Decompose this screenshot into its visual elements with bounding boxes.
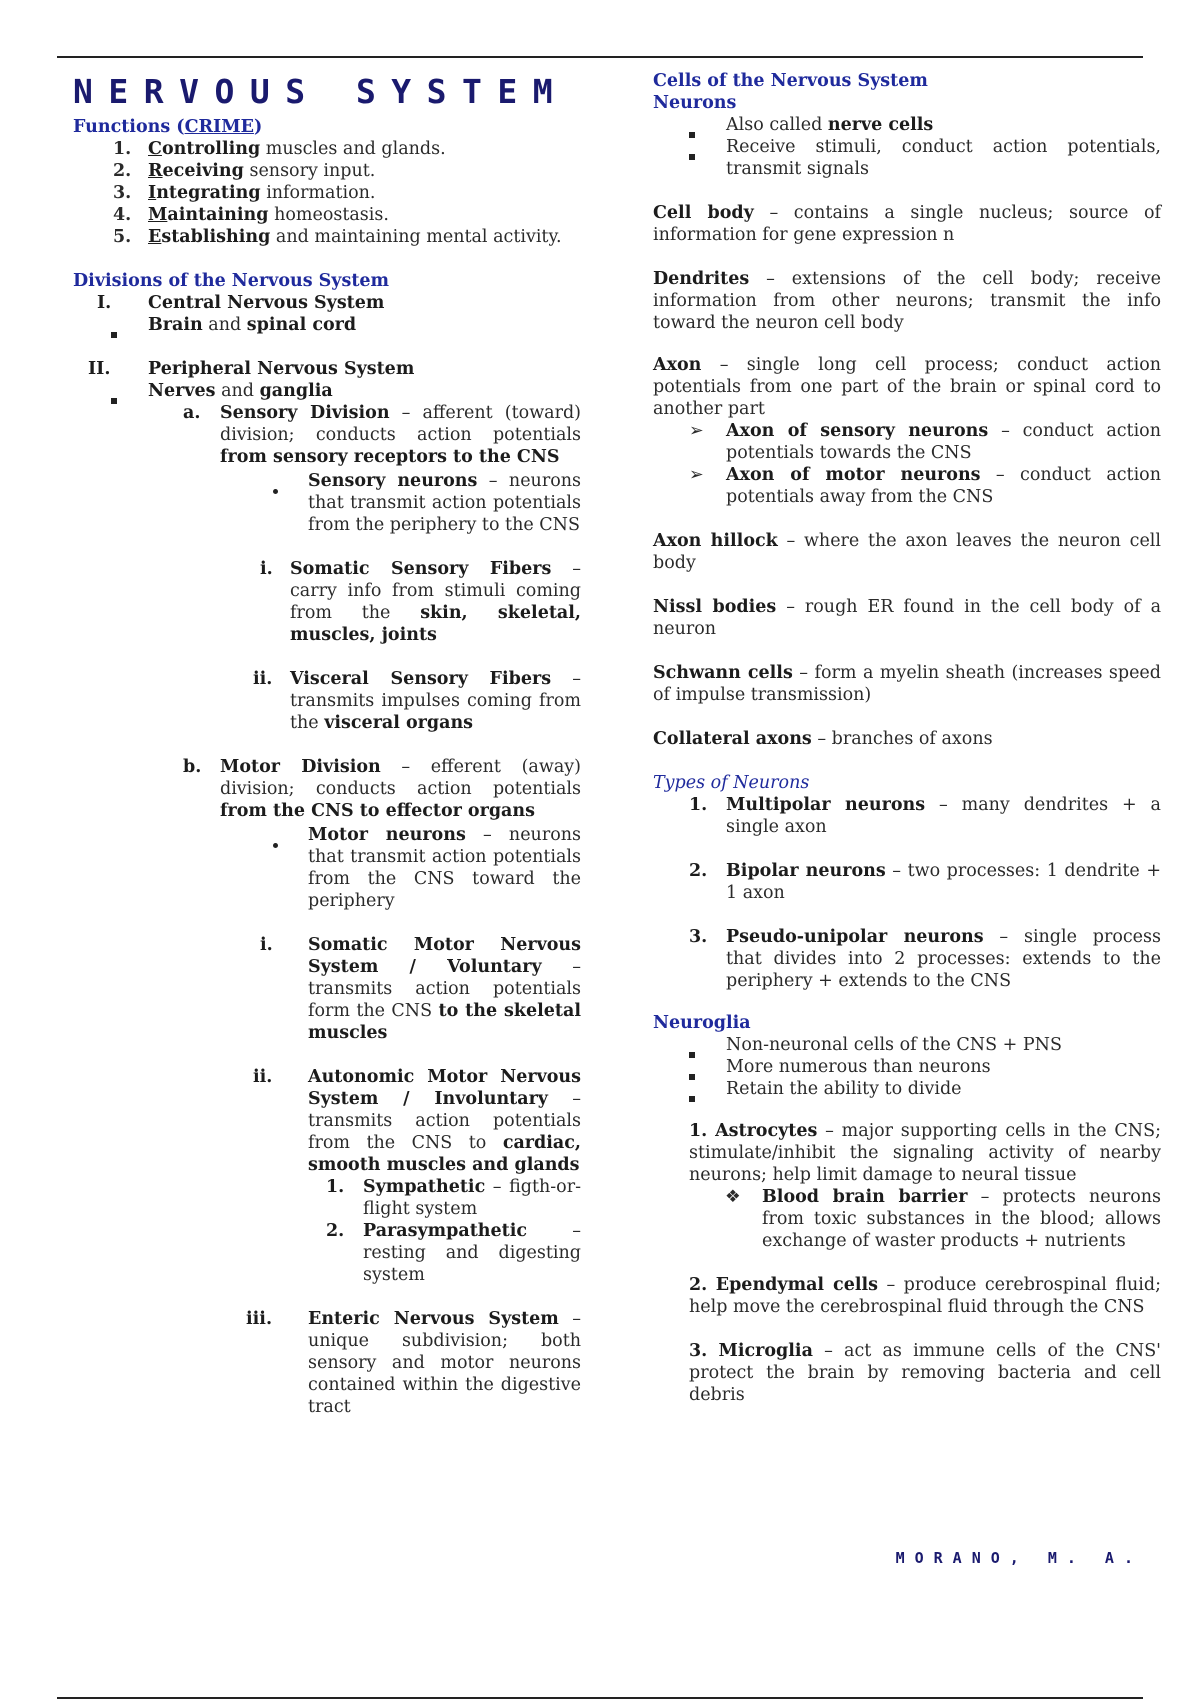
list-item: Also called nerve cells [689, 114, 1161, 136]
functions-list [113, 138, 581, 248]
astrocytes-definition: 1. Astrocytes – major supporting cells in the CNS; stimulate/inhibit the signaling activity of nearby neurons; help limit damage to neural tissue [689, 1121, 1161, 1185]
square-bullet-icon [689, 154, 695, 160]
types-heading: Types of Neurons [653, 773, 810, 793]
list-item: ❖ Blood brain barrier – protects neurons from toxic substances in the blood; allows exchange of waster products + nutrients [725, 1187, 1161, 1251]
divisions-heading: Divisions of the Nervous System [73, 271, 390, 291]
list-item: ➢ Axon of sensory neurons – conduct action potentials towards the CNS [689, 421, 1161, 463]
enteric-nervous-system: iii. Enteric Nervous System – unique subdivision; both sensory and motor neurons contained within the digestive tract [246, 1309, 581, 1417]
cns-bullet: Brain and spinal cord [111, 314, 581, 336]
list-item: 3. Pseudo-unipolar neurons – single process that divides into 2 processes: extends to the periphery + extends to the CNS [689, 927, 1161, 991]
list-item: ➢ Axon of motor neurons – conduct action potentials away from the CNS [689, 465, 1161, 507]
list-item: 1. Multipolar neurons – many dendrites + a single axon [689, 795, 1161, 837]
microglia-definition: 3. Microglia – act as immune cells of the CNS' protect the brain by removing bacteria and cell debris [689, 1341, 1161, 1405]
cells-heading: Cells of the Nervous System [653, 71, 928, 91]
sensory-neurons: Sensory neurons – neurons that transmit action potentials from the periphery to the CNS [273, 470, 581, 536]
cell-body-definition: Cell body – contains a single nucleus; source of information for gene expression n [653, 203, 1161, 245]
list-item: 5. Establishing and maintaining mental activity. [113, 227, 562, 247]
round-bullet-icon [273, 843, 278, 848]
top-rule [57, 56, 1143, 58]
arrow-bullet-icon: ➢ [689, 421, 704, 441]
round-bullet-icon [273, 489, 278, 494]
left-column [73, 70, 581, 1418]
sympathetic-item: 1. Sympathetic – figth-or-flight system [326, 1177, 581, 1219]
square-bullet-icon [111, 332, 117, 338]
arrow-bullet-icon: ➢ [689, 465, 704, 485]
right-column [653, 70, 1161, 1406]
list-item: 4. Maintaining homeostasis. [113, 205, 389, 225]
motor-division: b. Motor Division – efferent (away) division; conducts action potentials from the CNS to effector organs [183, 757, 581, 821]
pns-item: II. Peripheral Nervous System [88, 359, 415, 379]
axon-definition: Axon – single long cell process; conduct action potentials from one part of the brain or spinal cord to another part [653, 355, 1161, 419]
visceral-sensory-fibers: ii. Visceral Sensory Fibers – transmits impulses coming from the visceral organs [253, 669, 581, 733]
list-item: 3. Integrating information. [113, 183, 376, 203]
autonomic-motor-system: ii. Autonomic Motor Nervous System / Involuntary – transmits action potentials from the CNS to cardiac, smooth muscles and glands [253, 1067, 581, 1175]
list-item: 1. Controlling muscles and glands. [113, 139, 446, 159]
functions-heading: Functions (CRIME) [73, 117, 263, 137]
square-bullet-icon [111, 398, 117, 404]
bottom-rule [57, 1697, 1143, 1699]
dendrites-definition: Dendrites – extensions of the cell body; receive information from other neurons; transmit the info toward the neuron cell body [653, 269, 1161, 333]
collateral-axons-definition: Collateral axons – branches of axons [653, 729, 993, 749]
somatic-motor-system: i. Somatic Motor Nervous System / Voluntary – transmits action potentials form the CNS to the skeletal muscles [260, 935, 581, 1043]
ependymal-definition: 2. Ependymal cells – produce cerebrospinal fluid; help move the cerebrospinal fluid through the CNS [689, 1275, 1161, 1317]
somatic-sensory-fibers: i. Somatic Sensory Fibers – carry info from stimuli coming from the skin, skeletal, muscles, joints [260, 559, 581, 645]
square-bullet-icon [689, 1096, 695, 1102]
parasympathetic-item: 2. Parasympathetic – resting and digesting system [326, 1221, 581, 1285]
list-item: More numerous than neurons [689, 1056, 1161, 1078]
motor-neurons: Motor neurons – neurons that transmit action potentials from the CNS toward the periphery [273, 824, 581, 912]
list-item: Non-neuronal cells of the CNS + PNS [689, 1034, 1161, 1056]
list-item: 2. Bipolar neurons – two processes: 1 dendrite + 1 axon [689, 861, 1162, 903]
axon-hillock-definition: Axon hillock – where the axon leaves the neuron cell body [653, 531, 1162, 573]
list-item: Retain the ability to divide [689, 1078, 1161, 1100]
neurons-heading: Neurons [653, 93, 737, 113]
list-item: 2. Receiving sensory input. [113, 161, 376, 181]
list-item: Receive stimuli, conduct action potentials, transmit signals [689, 136, 1161, 180]
nissl-bodies-definition: Nissl bodies – rough ER found in the cell body of a neuron [653, 597, 1161, 639]
neuroglia-heading: Neuroglia [653, 1013, 751, 1033]
page-title: NERVOUS SYSTEM [73, 72, 569, 111]
pns-bullet: Nerves and ganglia [111, 380, 581, 402]
cns-item: I. Central Nervous System [97, 293, 385, 313]
sensory-division: a. Sensory Division – afferent (toward) division; conducts action potentials from sensory receptors to the CNS [183, 403, 581, 467]
schwann-cells-definition: Schwann cells – form a myelin sheath (increases speed of impulse transmission) [653, 663, 1161, 705]
diamond-bullet-icon: ❖ [725, 1187, 741, 1207]
author-signature: MORANO, M. A. [895, 1549, 1143, 1567]
